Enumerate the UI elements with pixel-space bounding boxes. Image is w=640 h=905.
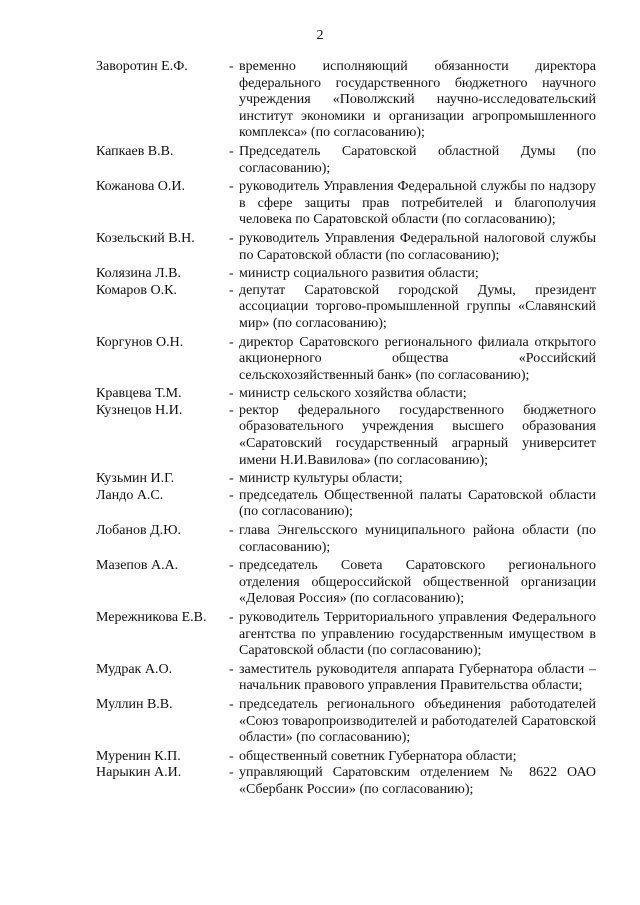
page-number: 2	[316, 28, 324, 43]
member-name: Кузнецов Н.И.	[96, 402, 183, 418]
list-item	[96, 488, 596, 521]
dash-separator: -	[229, 334, 234, 350]
dash-separator: -	[229, 59, 234, 74]
member-name: Ландо А.С.	[96, 487, 164, 503]
member-position: руководитель Управления Федеральной налоговой службы по Саратовской области (по согласованию);	[239, 230, 596, 263]
list-item	[96, 386, 596, 403]
member-position: Председатель Саратовской областной Думы (по согласованию);	[239, 143, 596, 176]
member-position: руководитель Управления Федеральной службы по надзору в сфере защиты прав потребителей и благополучия человека по Саратовской области (по согласованию);	[239, 179, 596, 228]
list-item	[96, 335, 596, 385]
dash-separator: -	[229, 558, 234, 574]
dash-separator: -	[229, 179, 234, 195]
dash-separator: -	[229, 523, 234, 539]
list-item	[96, 558, 596, 608]
dash-separator: -	[229, 282, 234, 298]
member-position: общественный советник Губернатора области;	[239, 748, 517, 764]
member-position: председатель Совета Саратовского регионального отделения общероссийской общественной организации «Деловая Россия» (по согласованию);	[239, 558, 596, 607]
member-position: председатель Общественной палаты Саратовской области (по согласованию);	[239, 487, 596, 520]
member-position: глава Энгельсского муниципального района области (по согласованию);	[239, 523, 596, 555]
dash-separator: -	[229, 266, 234, 282]
member-name: Коргунов О.Н.	[96, 334, 184, 350]
member-name: Мудрак А.О.	[96, 661, 173, 677]
member-position: депутат Саратовской городской Думы, президент ассоциации торгово-промышленной группы «Славянский мир» (по согласованию);	[239, 282, 596, 331]
member-name: Нарыкин А.И.	[96, 765, 182, 781]
member-list	[96, 59, 596, 799]
member-position: управляющий Саратовским отделением № 8622 ОАО «Сбербанк России» (по согласованию);	[239, 765, 596, 797]
member-position: директор Саратовского регионального филиала открытого акционерного общества «Российский сельскохозяйственный банк» (по согласованию);	[239, 334, 596, 383]
dash-separator: -	[229, 230, 234, 246]
dash-separator: -	[229, 487, 234, 503]
member-position: временно исполняющий обязанности директора федерального государственного бюджетного научного учреждения «Поволжский научно-исследовательский институт экономики и организации агропромышленного комплекса» (по согласованию);	[239, 59, 596, 141]
member-name: Колязина Л.В.	[96, 266, 181, 282]
member-position: министр культуры области;	[239, 471, 403, 487]
list-item	[96, 283, 596, 333]
dash-separator: -	[229, 661, 234, 677]
member-name: Капкаев В.В.	[96, 143, 174, 159]
member-name: Муренин К.П.	[96, 748, 181, 764]
dash-separator: -	[229, 143, 234, 159]
member-name: Кузьмин И.Г.	[96, 471, 175, 487]
member-position: ректор федерального государственного бюджетного образовательного учреждения высшего образования «Саратовский государственный аграрный университет имени Н.И.Вавилова» (по согласованию);	[239, 402, 596, 468]
list-item	[96, 662, 596, 695]
list-item	[96, 697, 596, 747]
member-name: Лобанов Д.Ю.	[96, 523, 182, 539]
member-name: Комаров О.К.	[96, 282, 177, 298]
member-name: Мазепов А.А.	[96, 558, 179, 574]
member-position: заместитель руководителя аппарата Губернатора области – начальник правового управления Правительства области;	[239, 661, 596, 694]
list-item	[96, 59, 596, 142]
list-item	[96, 523, 596, 556]
dash-separator: -	[229, 471, 234, 487]
list-item	[96, 266, 596, 283]
member-name: Заворотин Е.Ф.	[96, 59, 188, 74]
dash-separator: -	[229, 386, 234, 402]
member-name: Кравцева Т.М.	[96, 386, 182, 402]
member-name: Козельский В.Н.	[96, 230, 195, 246]
list-item	[96, 403, 596, 469]
list-item	[96, 749, 596, 766]
member-name: Кожанова О.И.	[96, 179, 186, 195]
list-item	[96, 610, 596, 660]
member-position: министр сельского хозяйства области;	[239, 386, 467, 402]
list-item	[96, 471, 596, 488]
dash-separator: -	[229, 748, 234, 764]
dash-separator: -	[229, 402, 234, 418]
member-position: руководитель Территориального управления Федерального агентства по управлению государственным имуществом в Саратовской области (по согласованию);	[239, 610, 596, 659]
list-item	[96, 144, 596, 177]
member-position: председатель регионального объединения работодателей «Союз товаропроизводителей и работодателей Саратовской области» (по согласованию);	[239, 696, 596, 746]
dash-separator: -	[229, 696, 234, 712]
dash-separator: -	[229, 765, 234, 781]
list-item	[96, 179, 596, 229]
member-position: министр социального развития области;	[239, 266, 479, 282]
list-item	[96, 231, 596, 264]
dash-separator: -	[229, 610, 234, 625]
list-item	[96, 765, 596, 798]
member-name: Мережникова Е.В.	[96, 610, 207, 625]
member-name: Муллин В.В.	[96, 696, 173, 712]
